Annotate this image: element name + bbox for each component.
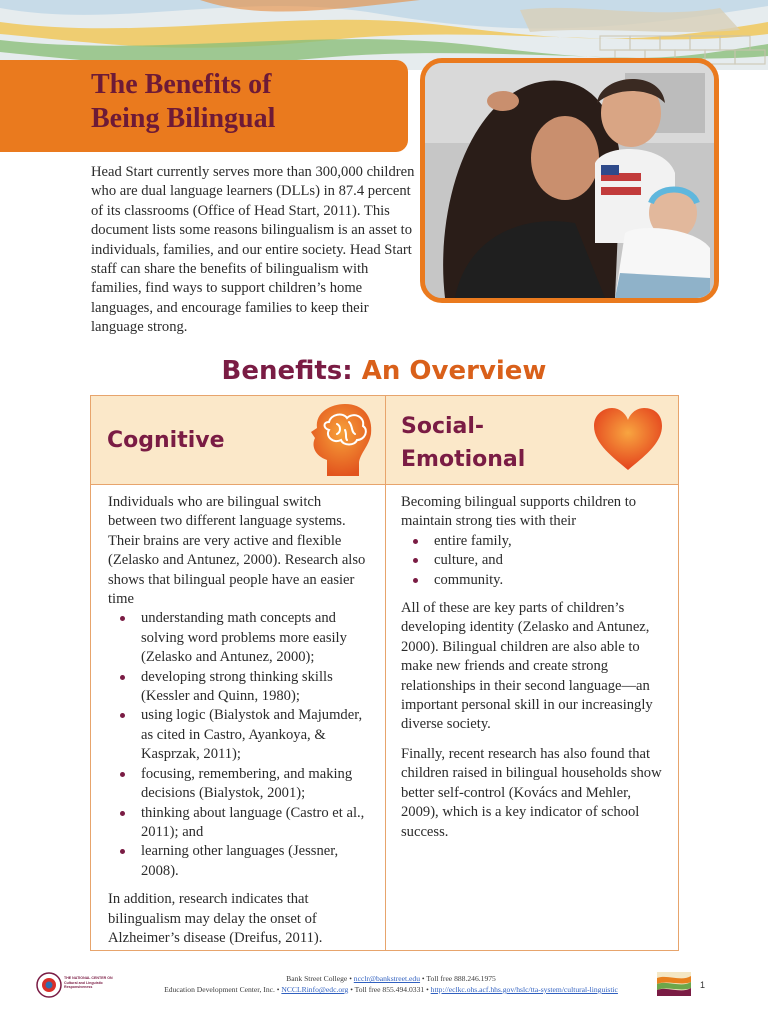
cognitive-list	[108, 609, 371, 881]
ncclr-logo-text: THE NATIONAL CENTER ON Cultural and Linguistic Responsiveness	[64, 976, 113, 990]
footer-org-1: Bank Street College	[286, 974, 348, 983]
list-item: community.	[401, 571, 668, 590]
footer-phone-1: Toll free 888.246.1975	[426, 974, 496, 983]
list-item: culture, and	[401, 551, 668, 570]
footer-line-2: Education Development Center, Inc. • NCCLRinfo@edc.org • Toll free 855.494.0331 • http://eclkc.ohs.acf.hhs.gov/hslc/tta-system/cultural-linguistic	[164, 985, 618, 994]
title-line-2: Being Bilingual	[91, 103, 276, 134]
benefits-table	[90, 395, 679, 951]
footer-org-2: Education Development Center, Inc.	[164, 985, 275, 994]
social-paragraph-2: All of these are key parts of children’s developing identity (Zelasko and Antunez, 2000). Bilingual children are also able to make new friends and create strong relationships in their second language—an important personal skill in our increasingly diverse society.	[401, 600, 653, 733]
head-brain-icon	[307, 402, 375, 483]
footer-line-1: Bank Street College • ncclr@bankstreet.edu • Toll free 888.246.1975	[286, 974, 496, 983]
list-item: thinking about language (Castro et al., 2011); and	[108, 804, 371, 843]
page-title	[91, 68, 408, 136]
footer-url[interactable]: http://eclkc.ohs.acf.hhs.gov/hslc/tta-system/cultural-linguistic	[430, 985, 618, 994]
social-paragraph-3: Finally, recent research has also found that children raised in bilingual households show better self-control (Kovács and Mehler, 2009), which is a key indicator of school success.	[401, 745, 662, 840]
page-number: 1	[700, 980, 706, 990]
footer-email-2[interactable]: NCCLRinfo@edc.org	[281, 985, 349, 994]
cognitive-body	[91, 485, 385, 948]
cognitive-column	[91, 396, 386, 950]
title-band	[0, 60, 408, 152]
social-paragraph-1: Becoming bilingual supports children to maintain strong ties with their	[401, 494, 637, 530]
list-item: entire family,	[401, 532, 668, 551]
list-item: developing strong thinking skills (Kessler and Quinn, 1980);	[108, 668, 371, 707]
cognitive-paragraph-2: In addition, research indicates that bilingualism may delay the onset of Alzheimer’s disease (Dreifus, 2011).	[108, 891, 323, 946]
cognitive-paragraph-1: Individuals who are bilingual switch between two different language systems. Their brains are very active and flexible (Zelasko and Antunez, 2000). Research also shows that bilingual people have an easier time	[108, 494, 366, 608]
social-emotional-body	[386, 485, 678, 842]
footer-email-1[interactable]: ncclr@bankstreet.edu	[353, 974, 421, 983]
social-emotional-heading: Social-Emotional	[401, 414, 526, 472]
family-photo	[420, 58, 719, 303]
heart-icon	[592, 406, 664, 477]
title-line-1: The Benefits of	[91, 69, 272, 100]
list-item: understanding math concepts and solving word problems more easily (Zelasko and Antunez, 2000);	[108, 609, 371, 667]
footer	[0, 968, 768, 1008]
head-start-logo-icon	[657, 972, 691, 1001]
ncclr-logo-icon	[36, 972, 62, 1003]
overview-heading	[0, 356, 768, 386]
list-item: learning other languages (Jessner, 2008).	[108, 842, 371, 881]
social-emotional-column	[386, 396, 678, 950]
intro-paragraph: Head Start currently serves more than 300,000 children who are dual language learners (DLLs) in 87.4 percent of its classrooms (Office of Head Start, 2011). This document lists some reasons bilingualism is an asset to individuals, families, and our entire society. Head Start staff can share the benefits of bilingualism with families, find ways to support children’s home languages, and encourage families to keep their language strong.	[91, 164, 415, 336]
overview-heading-part2: An Overview	[361, 356, 547, 386]
social-list	[401, 532, 668, 590]
list-item: using logic (Bialystok and Majumder, as cited in Castro, Ayankoya, & Kasprzak, 2011);	[108, 706, 371, 764]
footer-phone-2: Toll free 855.494.0331	[354, 985, 425, 994]
overview-heading-part1: Benefits:	[221, 356, 353, 386]
cognitive-heading: Cognitive	[107, 428, 225, 453]
cognitive-header	[91, 396, 385, 485]
social-emotional-header	[386, 396, 678, 485]
list-item: focusing, remembering, and making decisions (Bialystok, 2001);	[108, 765, 371, 804]
